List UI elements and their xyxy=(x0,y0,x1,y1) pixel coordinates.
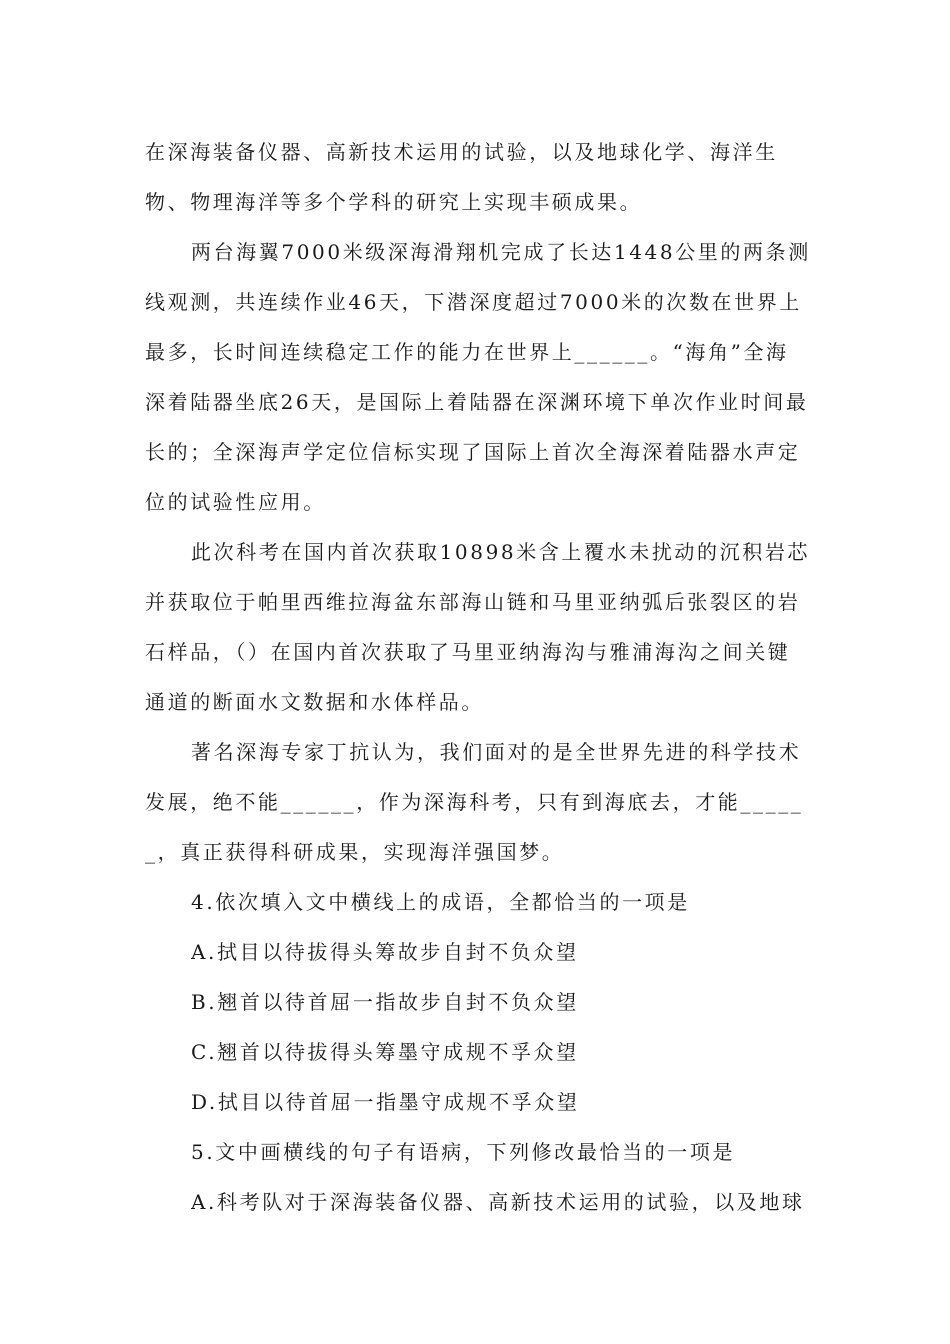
text-line-9: 此次科考在国内首次获取10898米含上覆水未扰动的沉积岩芯 xyxy=(191,540,811,564)
text-line-1: 在深海装备仪器、高新技术运用的试验，以及地球化学、海洋生 xyxy=(145,140,778,164)
text-line-2: 物、物理海洋等多个学科的研究上实现丰硕成果。 xyxy=(145,190,643,214)
text-line-6: 深着陆器坐底26天，是国际上着陆器在深渊环境下单次作业时间最 xyxy=(145,390,809,414)
question-4-option-d: D.拭目以待首屈一指墨守成规不孚众望 xyxy=(191,1090,580,1114)
text-line-10: 并获取位于帕里西维拉海盆东部海山链和马里亚纳弧后张裂区的岩 xyxy=(145,590,801,614)
question-4-option-a: A.拭目以待拔得头筹故步自封不负众望 xyxy=(191,940,579,964)
text-line-4: 线观测，共连续作业46天，下潜深度超过7000米的次数在世界上 xyxy=(145,290,802,314)
text-line-13: 著名深海专家丁抗认为，我们面对的是全世界先进的科学技术 xyxy=(191,740,802,764)
text-line-12: 通道的断面水文数据和水体样品。 xyxy=(145,690,484,714)
text-line-11: 石样品，（）在国内首次获取了马里亚纳海沟与雅浦海沟之间关键 xyxy=(145,640,791,664)
question-4-option-b: B.翘首以待首屈一指故步自封不负众望 xyxy=(191,990,579,1014)
text-line-15: _，真正获得科研成果，实现海洋强国梦。 xyxy=(145,840,565,864)
text-line-8: 位的试验性应用。 xyxy=(145,490,326,514)
text-line-3: 两台海翼7000米级深海滑翔机完成了长达1448公里的两条测 xyxy=(191,240,811,264)
text-line-14: 发展，绝不能______，作为深海科考，只有到海底去，才能_____ xyxy=(145,790,804,814)
text-line-7: 长的；全深海声学定位信标实现了国际上首次全海深着陆器水声定 xyxy=(145,440,801,464)
question-5: 5.文中画横线的句子有语病，下列修改最恰当的一项是 xyxy=(191,1140,736,1164)
text-line-5: 最多，长时间连续稳定工作的能力在世界上______。“海角”全海 xyxy=(145,340,789,364)
question-4: 4.依次填入文中横线上的成语，全都恰当的一项是 xyxy=(191,890,690,914)
question-5-option-a: A.科考队对于深海装备仪器、高新技术运用的试验，以及地球 xyxy=(191,1190,805,1214)
question-4-option-c: C.翘首以待拔得头筹墨守成规不孚众望 xyxy=(191,1040,579,1064)
